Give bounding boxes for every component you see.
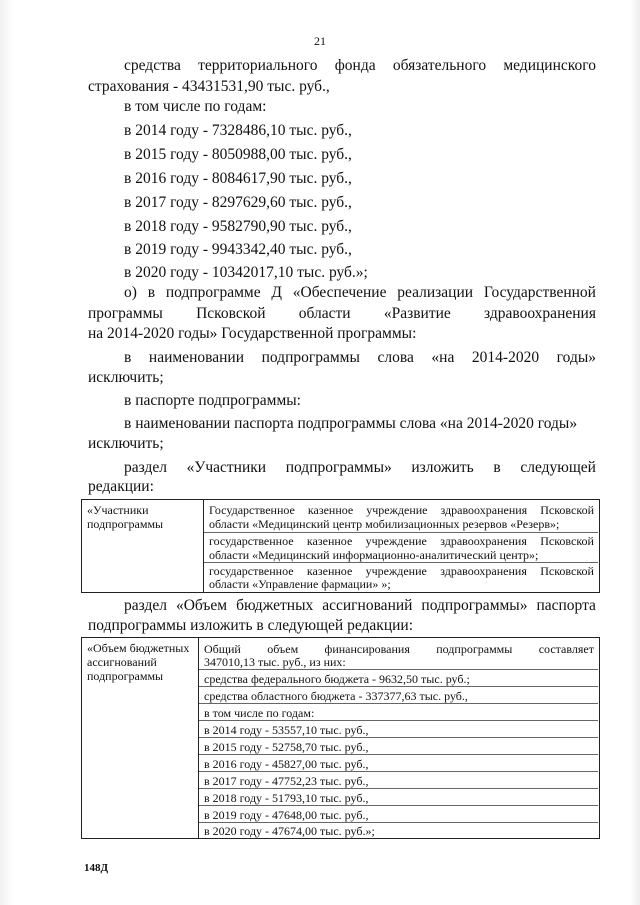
intro-by-years: в том числе по годам: [124,98,267,115]
intro-year-2018: в 2018 году - 9582790,90 тыс. руб., [124,218,352,235]
participant-1-line-2: области «Медицинский центр мобилизационных резервов «Резерв»; [209,517,560,531]
participants-label-cell [82,500,204,592]
name-line-2: исключить; [88,369,164,386]
label-line: подпрограммы [87,517,164,531]
word: паспорта [536,597,596,614]
row-divider [199,788,598,789]
word: Общий [204,642,241,656]
section-budget-line-2: подпрограммы изложить в следующей редакции: [88,617,414,634]
participant-2-line-2: области «Медицинский информационно-аналитический центр»; [209,548,539,562]
section-participants-line-2: редакции: [88,478,154,495]
label-line: «Участники [87,503,149,517]
word: Псковской [540,564,594,578]
word: Д [271,284,282,301]
word: реализации [397,284,474,301]
word: обязательного [392,57,487,74]
participant-2-line-1 [209,534,594,548]
word: средства [124,57,181,74]
row-divider [199,703,598,704]
section-o-line-1 [124,283,596,303]
budget-year-2014: в 2014 году - 53557,10 тыс. руб., [204,723,369,737]
intro-line-1 [124,56,596,76]
budget-year-2018: в 2018 году - 51793,10 тыс. руб., [204,791,369,805]
page-number: 21 [314,34,326,48]
name-line-1 [124,348,596,368]
row-divider [199,686,598,687]
word: здравоохранения [440,534,527,548]
section-o-line-3: на 2014-2020 годы» Государственной программы: [88,325,417,342]
participants-label [87,503,163,531]
word: программы [88,305,163,322]
word: наименовании [148,349,244,366]
label-line: ассигнований [87,655,157,669]
word: объем [267,642,299,656]
word: учреждение [365,564,427,578]
budget-label [87,641,189,683]
word: «Объем [175,597,228,614]
participant-3-line-2: области «Управление фармации» »; [209,577,391,591]
row-divider [199,669,598,670]
row-divider [199,822,598,823]
budget-year-2015: в 2015 году - 52758,70 тыс. руб., [204,740,369,754]
budget-regional: средства областного бюджета - 337377,63 тыс. руб., [204,689,468,703]
row-divider [199,737,598,738]
label-line: «Объем бюджетных [87,641,190,655]
budget-total-line-2: 347010,13 тыс. руб., из них: [204,655,346,669]
word: учреждение [365,534,427,548]
row-divider [204,532,598,533]
row-divider [199,754,598,755]
word: финансирования [324,642,410,656]
intro-year-2015: в 2015 году - 8050988,00 тыс. руб., [124,146,352,163]
word: годы» [556,349,596,366]
budget-year-2019: в 2019 году - 47648,00 тыс. руб., [204,808,369,822]
passport-name-line-2: исключить; [88,435,164,452]
word: казенное [307,503,354,517]
word: здравоохранения [484,305,596,322]
participant-3-line-1 [209,564,594,578]
word: фонда [334,57,376,74]
word: «Развитие [383,305,451,322]
word: раздел [124,597,167,614]
word: подпрограммы» [285,459,392,476]
word: в [147,284,156,301]
word: следующей [520,459,596,476]
word: подпрограммы» [421,597,528,614]
word: казенное [306,564,353,578]
word: Псковской [196,305,266,322]
word: государственное [209,564,294,578]
label-line: подпрограммы [87,669,164,683]
word: медицинского [503,57,596,74]
intro-year-2014: в 2014 году - 7328486,10 тыс. руб., [124,122,352,139]
budget-label-cell [82,638,199,838]
word: бюджетных [236,597,314,614]
word: «Обеспечение [292,284,387,301]
budget-year-2020: в 2020 году - 47674,00 тыс. руб.»; [204,824,375,838]
footer-code: 148Д [84,862,109,874]
section-participants-line-1 [124,458,596,478]
budget-year-2017: в 2017 году - 47752,23 тыс. руб., [204,774,369,788]
word: казенное [306,534,353,548]
budget-total-line-1 [204,642,594,656]
section-budget-line-1 [124,596,596,616]
word: территориального [198,57,318,74]
participants-table [81,499,600,593]
word: Псковской [540,503,594,517]
word: Государственное [209,503,295,517]
budget-federal: средства федерального бюджета - 9632,50 тыс. руб.; [204,672,470,686]
word: здравоохранения [440,564,527,578]
word: подпрограммы [436,642,513,656]
budget-year-2016: в 2016 году - 45827,00 тыс. руб., [204,757,369,771]
participant-1-line-1 [209,503,594,517]
intro-year-2016: в 2016 году - 8084617,90 тыс. руб., [124,170,352,187]
word: в [493,459,501,476]
intro-year-2019: в 2019 году - 9943342,40 тыс. руб., [124,241,352,258]
section-o-line-2 [88,304,596,324]
word: государственное [209,534,294,548]
word: 2014-2020 [471,349,540,366]
word: ассигнований [322,597,413,614]
word: в [124,349,132,366]
intro-year-2017: в 2017 году - 8297629,60 тыс. руб., [124,194,352,211]
row-divider [199,805,598,806]
word: подпрограмме [165,284,261,301]
intro-year-2020: в 2020 году - 10342017,10 тыс. руб.»; [124,264,368,281]
word: Государственной [483,284,596,301]
word: «Участники [186,459,267,476]
scan-edge-right [630,0,640,905]
intro-line-2: страхования - 43431531,90 тыс. руб., [88,78,330,95]
word: слова [377,349,414,366]
scan-edge-left [0,0,14,905]
passport-line: в паспорте подпрограммы: [124,392,301,409]
row-divider [199,720,598,721]
word: учреждение [366,503,428,517]
word: о) [124,284,137,301]
budget-by-years: в том числе по годам: [204,706,315,720]
row-divider [204,562,598,563]
row-divider [199,771,598,772]
word: «на [431,349,455,366]
word: составляет [538,642,594,656]
budget-table [81,637,600,839]
word: здравоохранения [440,503,528,517]
word: раздел [124,459,167,476]
word: области [298,305,351,322]
word: Псковской [540,534,594,548]
word: изложить [411,459,474,476]
passport-name-line-1: в наименовании паспорта подпрограммы слова «на 2014-2020 годы» [124,415,578,432]
word: подпрограммы [261,349,360,366]
